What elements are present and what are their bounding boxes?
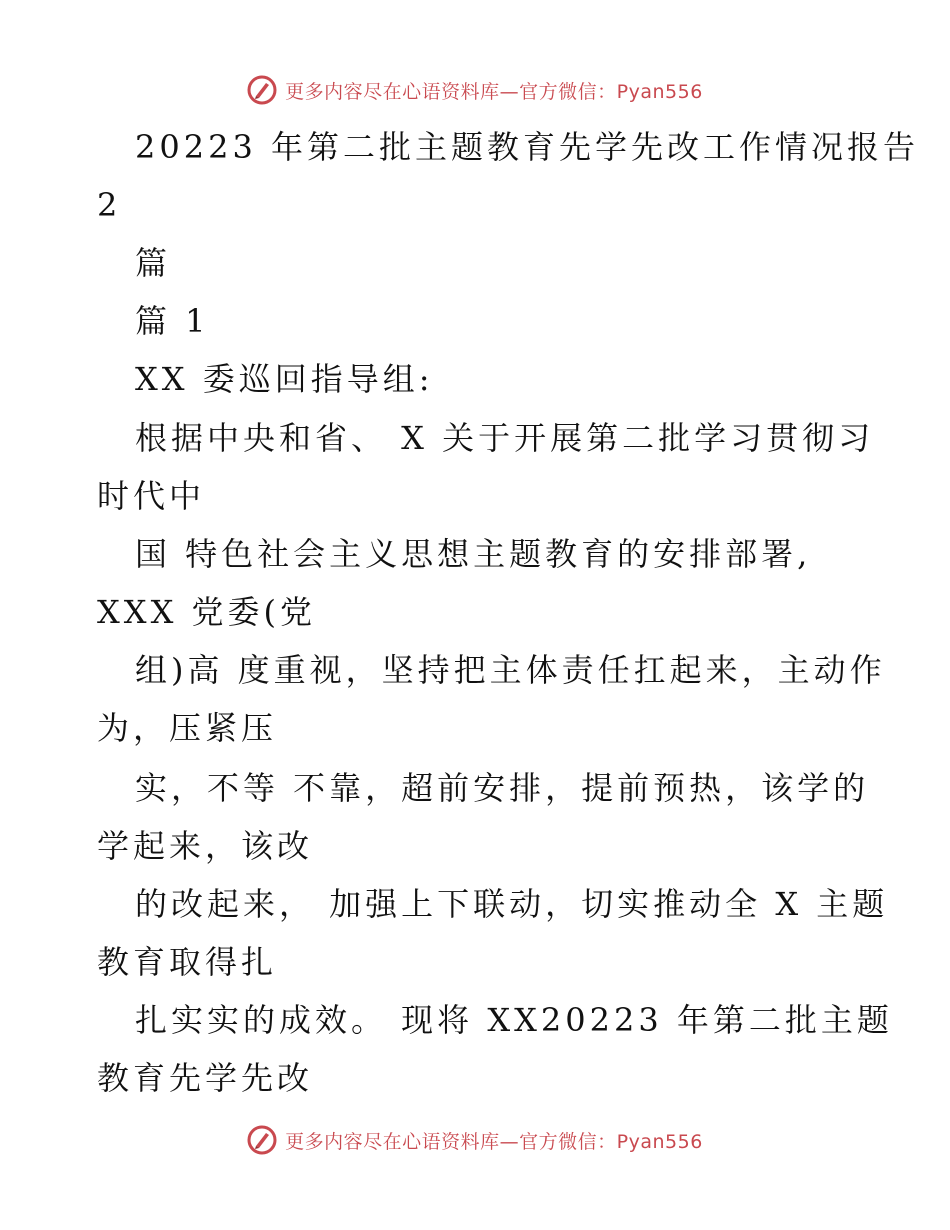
- text-line: 时代中: [97, 477, 206, 515]
- text-line: 的改起来， 加强上下联动，切实推动全 X 主题: [135, 885, 889, 923]
- watermark-group: [247, 75, 703, 105]
- text-line: 篇 1: [135, 302, 210, 340]
- footer-watermark: [0, 1120, 950, 1160]
- header-watermark: [0, 70, 950, 110]
- text-line: XXX 党委(党: [97, 593, 317, 631]
- text-line: 组)高 度重视，坚持把主体责任扛起来，主动作: [135, 651, 886, 689]
- title-line: 20223 年第二批主题教育先学先改工作情况报告: [135, 128, 919, 166]
- text-line: 国 特色社会主义思想主题教育的安排部署,: [135, 535, 812, 573]
- text-line: 教育取得扎: [97, 943, 278, 981]
- watermark-text: 更多内容尽在心语资料库—官方微信：Pyan556: [285, 1130, 703, 1153]
- text-line: 扎实实的成效。 现将 XX20223 年第二批主题: [135, 1001, 893, 1039]
- text-line: 根据中央和省、 X 关于开展第二批学习贯彻习: [135, 419, 875, 457]
- text-line: 为，压紧压: [97, 709, 278, 747]
- text-line: 2: [97, 186, 122, 224]
- watermark-text: 更多内容尽在心语资料库—官方微信：Pyan556: [285, 80, 703, 103]
- salutation-line: XX 委巡回指导组:: [135, 360, 434, 398]
- seal-pen-logo-icon: [247, 75, 277, 105]
- text-line: 篇: [135, 244, 172, 282]
- text-line: 学起来，该改: [97, 827, 314, 865]
- text-line: 教育先学先改: [97, 1059, 314, 1097]
- text-line: 实，不等 不靠，超前安排，提前预热，该学的: [135, 769, 870, 807]
- seal-pen-logo-icon: [247, 1125, 277, 1155]
- watermark-group: [247, 1125, 703, 1155]
